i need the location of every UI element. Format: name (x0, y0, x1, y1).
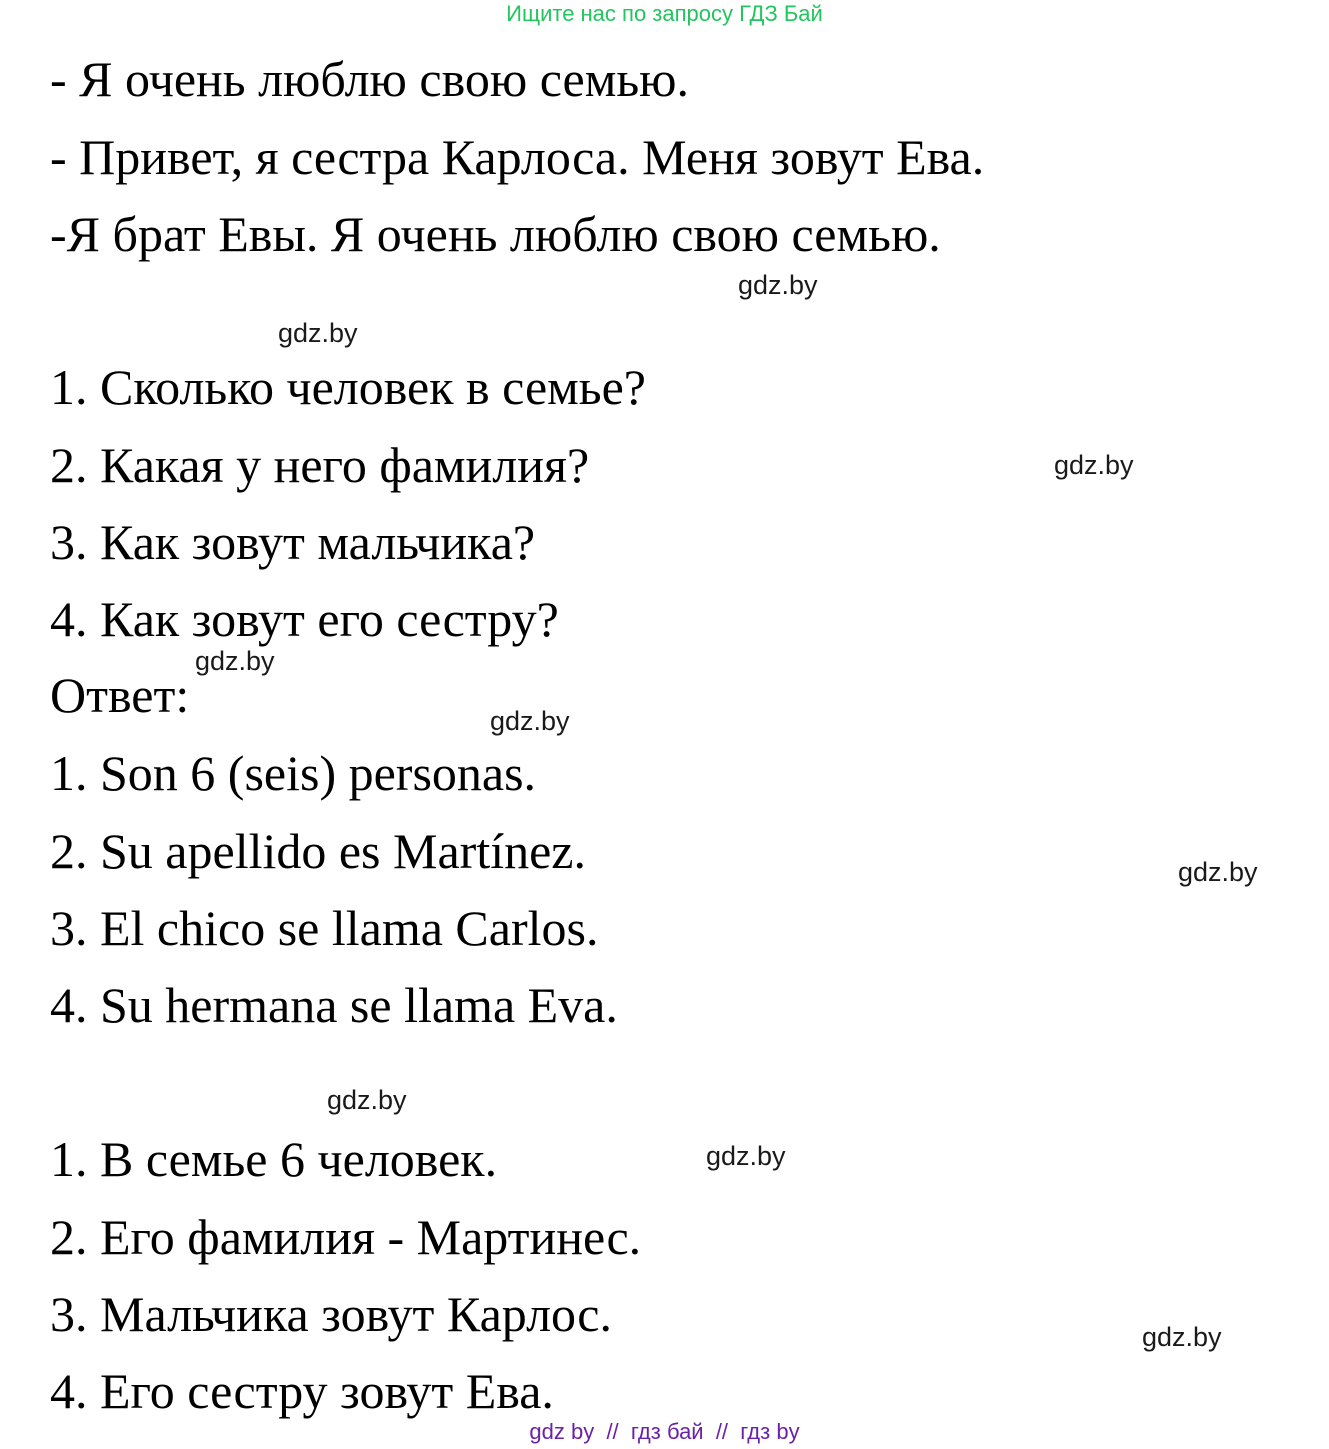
answer-es-1: 1. Son 6 (seis) personas. (50, 745, 537, 801)
watermark: gdz.by (1054, 450, 1134, 480)
watermark: gdz.by (327, 1085, 407, 1115)
footer-text: gdz by // гдз бай // гдз by (529, 1419, 800, 1444)
answer-es-3: 3. El chico se llama Carlos. (50, 900, 599, 956)
dialogue-line-1: - Я очень люблю свою семью. (50, 51, 690, 107)
answer-ru-3: 3. Мальчика зовут Карлос. (50, 1286, 612, 1342)
dialogue-line-2: - Привет, я сестра Карлоса. Меня зовут Ева. (50, 129, 985, 185)
answer-es-2: 2. Su apellido es Martínez. (50, 823, 586, 879)
answer-ru-1: 1. В семье 6 человек. (50, 1131, 498, 1187)
question-1: 1. Сколько человек в семье? (50, 359, 646, 415)
top-banner: Ищите нас по запросу ГДЗ Бай (506, 1, 823, 26)
question-4: 4. Как зовут его сестру? (50, 591, 559, 647)
dialogue-line-3: -Я брат Евы. Я очень люблю свою семью. (50, 206, 941, 262)
question-3: 3. Как зовут мальчика? (50, 514, 536, 570)
watermark: gdz.by (738, 270, 818, 300)
watermark: gdz.by (706, 1141, 786, 1171)
watermark: gdz.by (490, 706, 570, 736)
question-2: 2. Какая у него фамилия? (50, 437, 590, 493)
answer-ru-4: 4. Его сестру зовут Ева. (50, 1363, 554, 1419)
answer-es-4: 4. Su hermana se llama Eva. (50, 977, 618, 1033)
watermark: gdz.by (195, 646, 275, 676)
watermark: gdz.by (278, 318, 358, 348)
answer-heading: Ответ: (50, 667, 190, 723)
watermark: gdz.by (1142, 1322, 1222, 1352)
watermark: gdz.by (1178, 857, 1258, 887)
answer-ru-2: 2. Его фамилия - Мартинес. (50, 1209, 642, 1265)
